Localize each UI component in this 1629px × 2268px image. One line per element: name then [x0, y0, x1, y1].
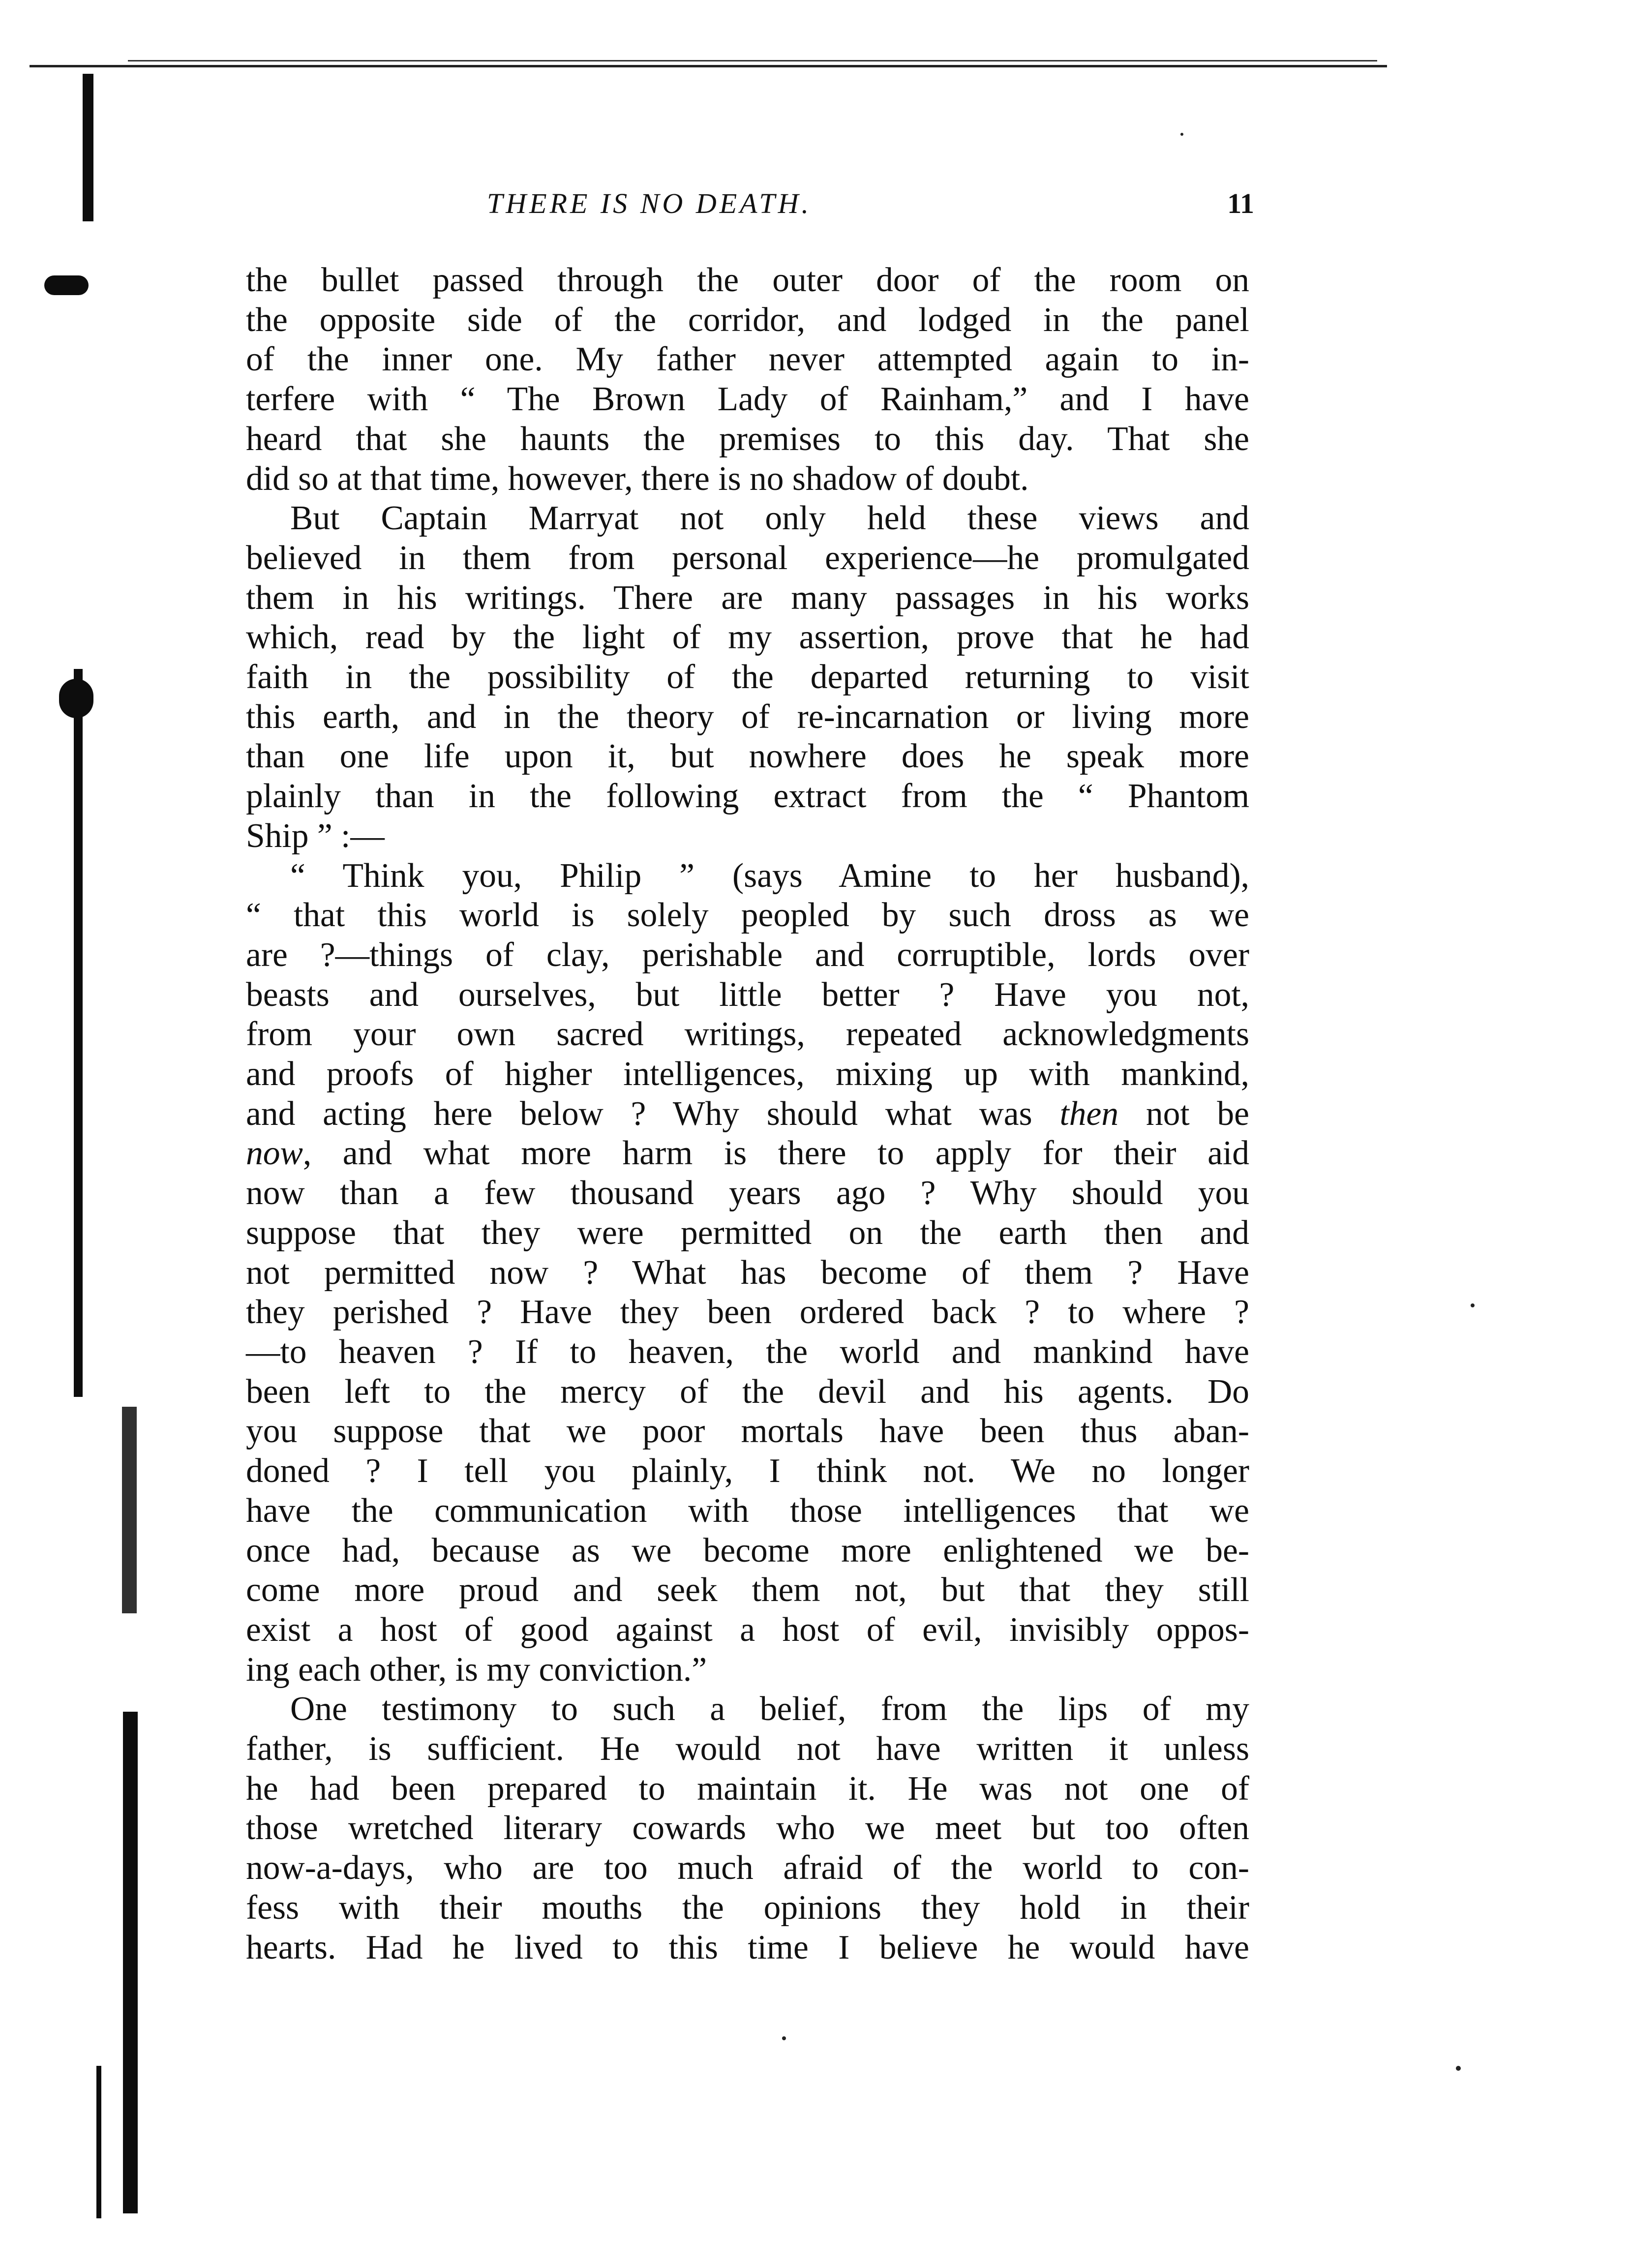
- text-line: father, is sufficient. He would not have written it unless: [246, 1730, 1249, 1768]
- running-title: THERE IS NO DEATH.: [487, 187, 812, 219]
- text-line: the bullet passed through the outer door of the room on: [246, 261, 1249, 299]
- text-line: come more proud and seek them not, but that they still: [246, 1571, 1249, 1609]
- scan-speck: [1471, 1303, 1475, 1307]
- text-line: ing each other, is my conviction.”: [246, 1650, 707, 1689]
- text-line: been left to the mercy of the devil and his agents. Do: [246, 1372, 1249, 1411]
- scan-speck: [1180, 133, 1183, 136]
- scan-top-border: [30, 65, 1387, 67]
- scan-gutter-shadow: [123, 1712, 138, 2213]
- text-line: heard that she haunts the premises to this day. That she: [246, 420, 1249, 458]
- text-line: of the inner one. My father never attempted again to in-: [246, 340, 1249, 379]
- text-line: and acting here below ? Why should what was then not be: [246, 1094, 1249, 1133]
- page-number: 11: [1227, 187, 1254, 219]
- text-line: exist a host of good against a host of evil, invisibly oppos-: [246, 1610, 1249, 1649]
- text-line: this earth, and in the theory of re-incarnation or living more: [246, 697, 1249, 736]
- text-line: now, and what more harm is there to apply for their aid: [246, 1134, 1249, 1173]
- scan-speck: [782, 2036, 786, 2040]
- text-line: fess with their mouths the opinions they hold in their: [246, 1888, 1249, 1927]
- text-line: than one life upon it, but nowhere does he speak more: [246, 737, 1249, 776]
- running-head: [487, 187, 1254, 231]
- paragraph: [246, 856, 1249, 1690]
- text-line: they perished ? Have they been ordered back ? to where ?: [246, 1293, 1249, 1331]
- paragraph: [246, 499, 1249, 856]
- text-line: did so at that time, however, there is no shadow of doubt.: [246, 459, 1029, 498]
- text-line: have the communication with those intelligences that we: [246, 1491, 1249, 1530]
- text-line: “ that this world is solely peopled by such dross as we: [246, 896, 1249, 935]
- scan-gutter-shadow: [74, 669, 83, 1397]
- paragraph: [246, 261, 1249, 499]
- text-line: and proofs of higher intelligences, mixing up with mankind,: [246, 1055, 1249, 1093]
- text-line: those wretched literary cowards who we meet but too often: [246, 1809, 1249, 1847]
- text-line: doned ? I tell you plainly, I think not. We no longer: [246, 1452, 1249, 1490]
- text-line: “ Think you, Philip ” (says Amine to her husband),: [290, 856, 1249, 895]
- text-line: beasts and ourselves, but little better ? Have you not,: [246, 975, 1249, 1014]
- text-line: suppose that they were permitted on the earth then and: [246, 1213, 1249, 1252]
- scan-top-rule: [128, 60, 1377, 61]
- text-line: are ?—things of clay, perishable and corruptible, lords over: [246, 936, 1249, 974]
- text-line: hearts. Had he lived to this time I believe he would have: [246, 1928, 1249, 1966]
- text-line: the opposite side of the corridor, and lodged in the panel: [246, 301, 1249, 339]
- text-line: plainly than in the following extract from the “ Phantom: [246, 777, 1249, 816]
- scan-gutter-shadow: [122, 1407, 137, 1613]
- body-text: [246, 261, 1249, 1967]
- text-line: now than a few thousand years ago ? Why should you: [246, 1174, 1249, 1212]
- text-line: them in his writings. There are many passages in his works: [246, 578, 1249, 617]
- paragraph: [246, 1690, 1249, 1967]
- scan-binding-mark: [44, 275, 89, 295]
- text-line: Ship ” :—: [246, 816, 385, 855]
- text-line: One testimony to such a belief, from the lips of my: [290, 1690, 1249, 1728]
- text-line: you suppose that we poor mortals have been thus aban-: [246, 1412, 1249, 1451]
- text-line: terfere with “ The Brown Lady of Rainham,” and I have: [246, 380, 1249, 419]
- text-line: But Captain Marryat not only held these views and: [290, 499, 1249, 538]
- text-line: believed in them from personal experience—he promulgated: [246, 539, 1249, 577]
- text-line: from your own sacred writings, repeated acknowledgments: [246, 1015, 1249, 1054]
- scan-speck: [1456, 2066, 1461, 2071]
- scan-binding-mark: [59, 679, 93, 718]
- text-line: —to heaven ? If to heaven, the world and mankind have: [246, 1332, 1249, 1371]
- text-line: which, read by the light of my assertion, prove that he had: [246, 618, 1249, 657]
- text-line: once had, because as we become more enlightened we be-: [246, 1531, 1249, 1570]
- text-line: now-a-days, who are too much afraid of the world to con-: [246, 1849, 1249, 1887]
- text-line: faith in the possibility of the departed returning to visit: [246, 658, 1249, 696]
- text-line: he had been prepared to maintain it. He was not one of: [246, 1769, 1249, 1808]
- scan-gutter-shadow: [96, 2066, 101, 2218]
- scan-gutter-shadow: [83, 74, 93, 221]
- text-line: not permitted now ? What has become of them ? Have: [246, 1253, 1249, 1292]
